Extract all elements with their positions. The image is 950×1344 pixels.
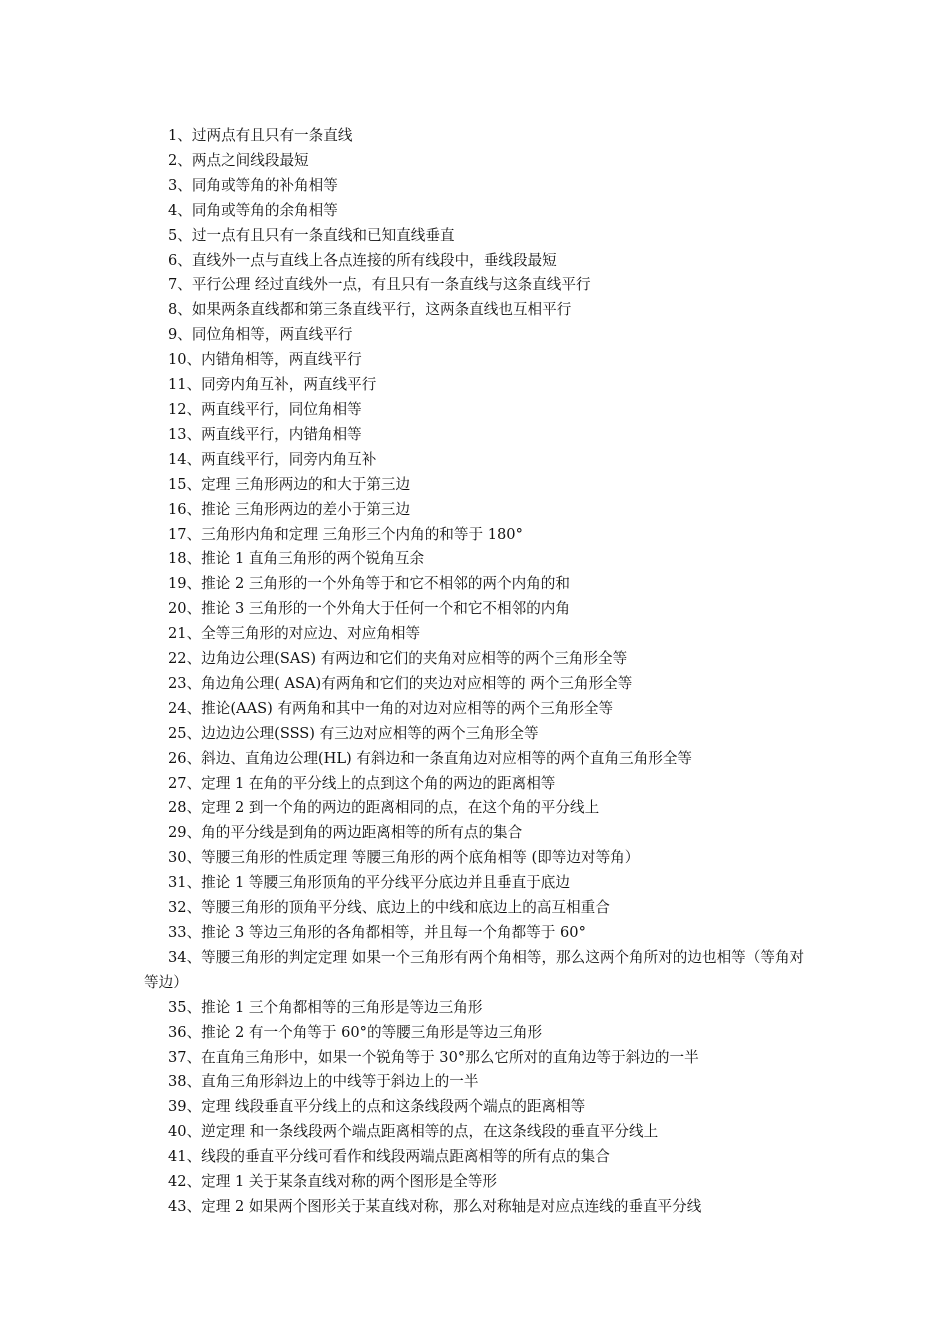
theorem-item: 18、推论 1 直角三角形的两个锐角互余 [168,550,425,568]
theorem-item: 23、角边角公理( ASA)有两角和它们的夹边对应相等的 两个三角形全等 [168,674,633,692]
theorem-item: 6、直线外一点与直线上各点连接的所有线段中，垂线段最短 [168,251,557,269]
theorem-item: 15、定理 三角形两边的和大于第三边 [168,475,411,493]
theorem-item: 36、推论 2 有一个角等于 60°的等腰三角形是等边三角形 [168,1023,543,1041]
theorem-item: 32、等腰三角形的顶角平分线、底边上的中线和底边上的高互相重合 [168,899,610,917]
theorem-item: 19、推论 2 三角形的一个外角等于和它不相邻的两个内角的和 [168,575,570,593]
theorem-item: 31、推论 1 等腰三角形顶角的平分线平分底边并且垂直于底边 [168,874,570,892]
theorem-item: 26、斜边、直角边公理(HL) 有斜边和一条直角边对应相等的两个直角三角形全等 [168,749,693,767]
theorem-item: 2、两点之间线段最短 [168,151,309,169]
theorem-item: 27、定理 1 在角的平分线上的点到这个角的两边的距离相等 [168,774,556,792]
theorem-item: 33、推论 3 等边三角形的各角都相等，并且每一个角都等于 60° [168,924,586,941]
theorem-item: 41、线段的垂直平分线可看作和线段两端点距离相等的所有点的集合 [168,1148,610,1166]
theorem-item: 13、两直线平行，内错角相等 [168,425,362,443]
theorem-item: 39、定理 线段垂直平分线上的点和这条线段两个端点的距离相等 [168,1098,586,1116]
theorem-item: 21、全等三角形的对应边、对应角相等 [168,625,421,643]
theorem-item: 20、推论 3 三角形的一个外角大于任何一个和它不相邻的内角 [168,600,570,618]
theorem-item: 43、定理 2 如果两个图形关于某直线对称，那么对称轴是对应点连线的垂直平分线 [168,1197,702,1215]
theorem-item: 7、平行公理 经过直线外一点，有且只有一条直线与这条直线平行 [168,276,591,294]
theorem-item: 34、等腰三角形的判定定理 如果一个三角形有两个角相等，那么这两个角所对的边也相等（等角对等边） [144,948,805,991]
theorem-item: 29、角的平分线是到角的两边距离相等的所有点的集合 [168,824,523,842]
theorem-item: 37、在直角三角形中，如果一个锐角等于 30°那么它所对的直角边等于斜边的一半 [168,1048,699,1066]
theorem-item: 38、直角三角形斜边上的中线等于斜边上的一半 [168,1073,479,1091]
theorem-item: 8、如果两条直线都和第三条直线平行，这两条直线也互相平行 [168,301,572,319]
theorem-item: 35、推论 1 三个角都相等的三角形是等边三角形 [168,998,483,1016]
theorem-item: 11、同旁内角互补，两直线平行 [168,376,377,394]
theorem-list [144,124,814,1220]
theorem-item: 25、边边边公理(SSS) 有三边对应相等的两个三角形全等 [168,724,539,742]
theorem-item: 12、两直线平行，同位角相等 [168,400,362,418]
theorem-item: 17、三角形内角和定理 三角形三个内角的和等于 180° [168,525,523,543]
theorem-item: 16、推论 三角形两边的差小于第三边 [168,500,411,518]
theorem-item: 4、同角或等角的余角相等 [168,201,338,219]
theorem-item: 22、边角边公理(SAS) 有两边和它们的夹角对应相等的两个三角形全等 [168,650,628,668]
theorem-item: 30、等腰三角形的性质定理 等腰三角形的两个底角相等 (即等边对等角） [168,849,640,867]
theorem-item: 14、两直线平行，同旁内角互补 [168,450,377,468]
theorem-item: 10、内错角相等，两直线平行 [168,351,362,369]
theorem-item: 5、过一点有且只有一条直线和已知直线垂直 [168,226,455,244]
theorem-item: 1、过两点有且只有一条直线 [168,127,353,144]
theorem-item: 9、同位角相等，两直线平行 [168,326,353,344]
theorem-item: 28、定理 2 到一个角的两边的距离相同的点，在这个角的平分线上 [168,799,600,817]
theorem-item: 24、推论(AAS) 有两角和其中一角的对边对应相等的两个三角形全等 [168,699,614,717]
theorem-item: 3、同角或等角的补角相等 [168,176,338,194]
theorem-item: 40、逆定理 和一条线段两个端点距离相等的点，在这条线段的垂直平分线上 [168,1123,659,1141]
theorem-item: 42、定理 1 关于某条直线对称的两个图形是全等形 [168,1173,498,1191]
